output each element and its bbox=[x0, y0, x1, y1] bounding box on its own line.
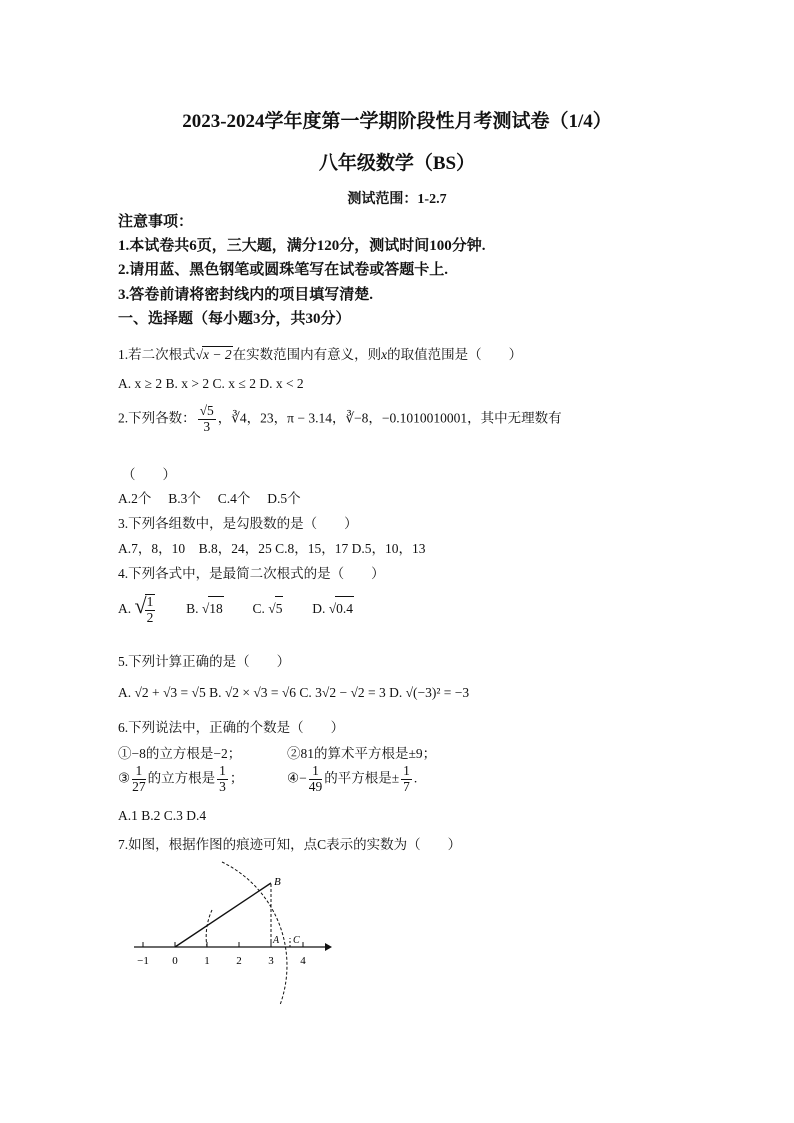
test-scope: 测试范围：1-2.7 bbox=[347, 192, 447, 207]
arrow-icon bbox=[325, 943, 332, 951]
point-label-c: C bbox=[293, 935, 300, 946]
question-5-options: A. √2 + √3 = √5 B. √2 × √3 = √6 C. 3√2 − √2 = 3 D. √(−3)² = −3 bbox=[118, 685, 470, 700]
fraction: $\frac{1}{27}$ bbox=[132, 763, 146, 794]
tick-label: 2 bbox=[236, 955, 242, 967]
tick-label: 1 bbox=[204, 955, 210, 967]
section-heading: 一、选择题（每小题3分，共30分） bbox=[118, 311, 351, 327]
point-label-b: B bbox=[274, 876, 281, 888]
statement-2: ②81的算术平方根是±9； bbox=[287, 746, 437, 761]
note-item: 3.答卷前请将密封线内的项目填写清楚. bbox=[118, 287, 374, 303]
exam-title: 2023-2024学年度第一学期阶段性月考测试卷（1/4） bbox=[182, 111, 612, 132]
question-6-stem: 6.下列说法中，正确的个数是（ ） bbox=[118, 720, 345, 735]
tick-label: −1 bbox=[137, 955, 149, 967]
fraction: $\frac{1}{3}$ bbox=[219, 763, 226, 794]
question-2-stem: 2.下列各数： $\frac{√5}{3}$ ，∛4，23，π − 3.14，∛−8，−0.1010010001，其中无理数有 bbox=[118, 403, 562, 434]
sqrt-icon: √x − 2 bbox=[195, 347, 232, 362]
fraction: $\frac{√5}{3}$ bbox=[199, 403, 214, 434]
question-5-stem: 5.下列计算正确的是（ ） bbox=[118, 654, 291, 669]
statement-4: ④− $\frac{1}{49}$ 的平方根是± $\frac{1}{7}$ . bbox=[287, 763, 418, 794]
note-item: 2.请用蓝、黑色钢笔或圆珠笔写在试卷或答题卡上. bbox=[118, 262, 449, 278]
segment-ob bbox=[175, 883, 271, 947]
fraction: $\frac{1}{49}$ bbox=[308, 763, 323, 794]
exam-subtitle: 八年级数学（BS） bbox=[318, 153, 476, 174]
question-4-options: A. √ $\frac{1}{2}$ B. √18 C. √5 D. √0.4 bbox=[118, 593, 353, 625]
fraction: $\frac{1}{7}$ bbox=[403, 763, 410, 794]
point-label-a: A bbox=[273, 935, 280, 946]
question-3-options: A.7，8，10 B.8，24，25 C.8，15，17 D.5，10，13 bbox=[118, 541, 426, 556]
tick-label: 4 bbox=[300, 955, 306, 967]
statement-3: ③ $\frac{1}{27}$ 的立方根是 $\frac{1}{3}$ ； bbox=[118, 763, 244, 794]
statement-1: ①−8的立方根是−2； bbox=[118, 746, 242, 761]
tick-label: 3 bbox=[268, 955, 274, 967]
notes-heading: 注意事项： bbox=[118, 214, 194, 230]
construction-arc bbox=[206, 910, 212, 947]
tick-label: 0 bbox=[172, 955, 178, 967]
question-2-paren: （ ） bbox=[122, 467, 176, 482]
sqrt-icon: √ bbox=[134, 593, 147, 618]
question-6-options: A.1 B.2 C.3 D.4 bbox=[118, 808, 207, 823]
question-2-options: A.2个 B.3个 C.4个 D.5个 bbox=[118, 491, 301, 506]
number-line-figure bbox=[120, 850, 350, 1015]
question-7-stem: 7.如图，根据作图的痕迹可知，点C表示的实数为（ ） bbox=[118, 837, 462, 852]
question-4-stem: 4.下列各式中，是最简二次根式的是（ ） bbox=[118, 566, 385, 581]
fraction: $\frac{1}{2}$ bbox=[146, 594, 154, 625]
question-3-stem: 3.下列各组数中，是勾股数的是（ ） bbox=[118, 516, 358, 531]
question-1-stem: 1.若二次根式√x − 2在实数范围内有意义，则x的取值范围是（ ） bbox=[118, 347, 523, 362]
note-item: 1.本试卷共6页，三大题，满分120分，测试时间100分钟. bbox=[118, 238, 486, 254]
question-1-options: A. x ≥ 2 B. x > 2 C. x ≤ 2 D. x < 2 bbox=[118, 376, 304, 391]
